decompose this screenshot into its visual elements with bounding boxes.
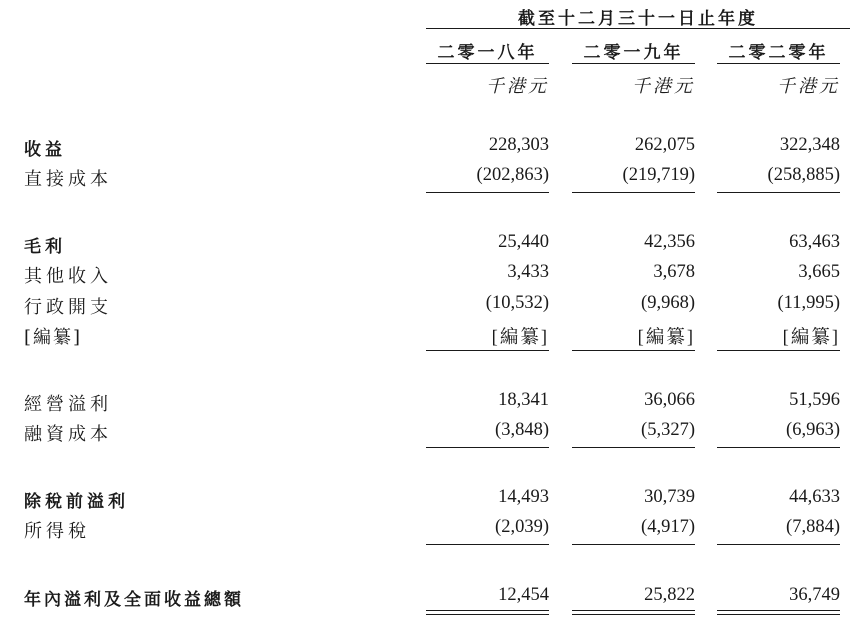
cell-gross-profit-2020: 63,463 bbox=[789, 232, 840, 252]
row-label-redacted: [編纂] bbox=[24, 327, 83, 348]
total-double-rule bbox=[717, 614, 840, 615]
cell-direct-cost-2019: (219,719) bbox=[622, 165, 695, 185]
subtotal-rule bbox=[426, 447, 549, 448]
cell-finance-costs-2018: (3,848) bbox=[495, 420, 549, 440]
cell-total-comprehensive-income-2019: 25,822 bbox=[644, 585, 695, 605]
cell-admin-expenses-2019: (9,968) bbox=[641, 293, 695, 313]
header-rule bbox=[426, 28, 850, 29]
row-label-gross-profit: 毛利 bbox=[24, 237, 66, 257]
row-label-finance-costs: 融資成本 bbox=[24, 424, 112, 445]
total-double-rule bbox=[426, 610, 549, 611]
cell-income-tax-2018: (2,039) bbox=[495, 517, 549, 537]
row-label-profit-before-tax: 除稅前溢利 bbox=[24, 492, 129, 512]
subtotal-rule bbox=[717, 447, 840, 448]
cell-profit-before-tax-2020: 44,633 bbox=[789, 487, 840, 507]
cell-direct-cost-2018: (202,863) bbox=[476, 165, 549, 185]
cell-redacted-2019: [編纂] bbox=[637, 328, 695, 348]
cell-redacted-2018: [編纂] bbox=[491, 328, 549, 348]
cell-income-tax-2020: (7,884) bbox=[786, 517, 840, 537]
subtotal-rule bbox=[717, 544, 840, 545]
year-header-2019: 二零一九年 bbox=[583, 43, 684, 63]
unit-label-2019: 千港元 bbox=[632, 76, 695, 96]
cell-redacted-2020: [編纂] bbox=[782, 328, 840, 348]
cell-other-income-2019: 3,678 bbox=[653, 262, 695, 282]
row-label-revenue: 收益 bbox=[24, 140, 66, 160]
cell-admin-expenses-2020: (11,995) bbox=[777, 293, 840, 313]
subtotal-rule bbox=[717, 192, 840, 193]
cell-gross-profit-2018: 25,440 bbox=[498, 232, 549, 252]
cell-operating-profit-2018: 18,341 bbox=[498, 390, 549, 410]
cell-other-income-2018: 3,433 bbox=[507, 262, 549, 282]
unit-label-2020: 千港元 bbox=[777, 76, 840, 96]
subtotal-rule bbox=[572, 544, 695, 545]
row-label-other-income: 其他收入 bbox=[24, 266, 112, 287]
cell-admin-expenses-2018: (10,532) bbox=[485, 293, 549, 313]
total-double-rule bbox=[572, 610, 695, 611]
cell-profit-before-tax-2018: 14,493 bbox=[498, 487, 549, 507]
cell-gross-profit-2019: 42,356 bbox=[644, 232, 695, 252]
cell-other-income-2020: 3,665 bbox=[798, 262, 840, 282]
unit-label-2018: 千港元 bbox=[486, 76, 549, 96]
cell-profit-before-tax-2019: 30,739 bbox=[644, 487, 695, 507]
row-label-operating-profit: 經營溢利 bbox=[24, 394, 112, 415]
subtotal-rule bbox=[426, 350, 549, 351]
subtotal-rule bbox=[717, 350, 840, 351]
subtotal-rule bbox=[572, 350, 695, 351]
year-header-2018: 二零一八年 bbox=[437, 43, 538, 63]
cell-finance-costs-2019: (5,327) bbox=[641, 420, 695, 440]
cell-income-tax-2019: (4,917) bbox=[641, 517, 695, 537]
period-header: 截至十二月三十一日止年度 bbox=[518, 9, 758, 29]
total-double-rule bbox=[426, 614, 549, 615]
row-label-direct-cost: 直接成本 bbox=[24, 169, 112, 190]
total-double-rule bbox=[572, 614, 695, 615]
cell-revenue-2018: 228,303 bbox=[488, 135, 549, 155]
row-label-total-comprehensive-income: 年內溢利及全面收益總額 bbox=[24, 590, 244, 610]
cell-direct-cost-2020: (258,885) bbox=[767, 165, 840, 185]
total-double-rule bbox=[717, 610, 840, 611]
subtotal-rule bbox=[426, 544, 549, 545]
cell-total-comprehensive-income-2020: 36,749 bbox=[789, 585, 840, 605]
cell-finance-costs-2020: (6,963) bbox=[786, 420, 840, 440]
cell-operating-profit-2019: 36,066 bbox=[644, 390, 695, 410]
cell-revenue-2019: 262,075 bbox=[634, 135, 695, 155]
year-rule-2020 bbox=[717, 63, 840, 64]
cell-operating-profit-2020: 51,596 bbox=[789, 390, 840, 410]
year-rule-2019 bbox=[572, 63, 695, 64]
year-header-2020: 二零二零年 bbox=[728, 43, 829, 63]
cell-revenue-2020: 322,348 bbox=[779, 135, 840, 155]
row-label-income-tax: 所得稅 bbox=[24, 521, 90, 542]
subtotal-rule bbox=[426, 192, 549, 193]
subtotal-rule bbox=[572, 192, 695, 193]
year-rule-2018 bbox=[426, 63, 549, 64]
cell-total-comprehensive-income-2018: 12,454 bbox=[498, 585, 549, 605]
row-label-admin-expenses: 行政開支 bbox=[24, 297, 112, 318]
subtotal-rule bbox=[572, 447, 695, 448]
